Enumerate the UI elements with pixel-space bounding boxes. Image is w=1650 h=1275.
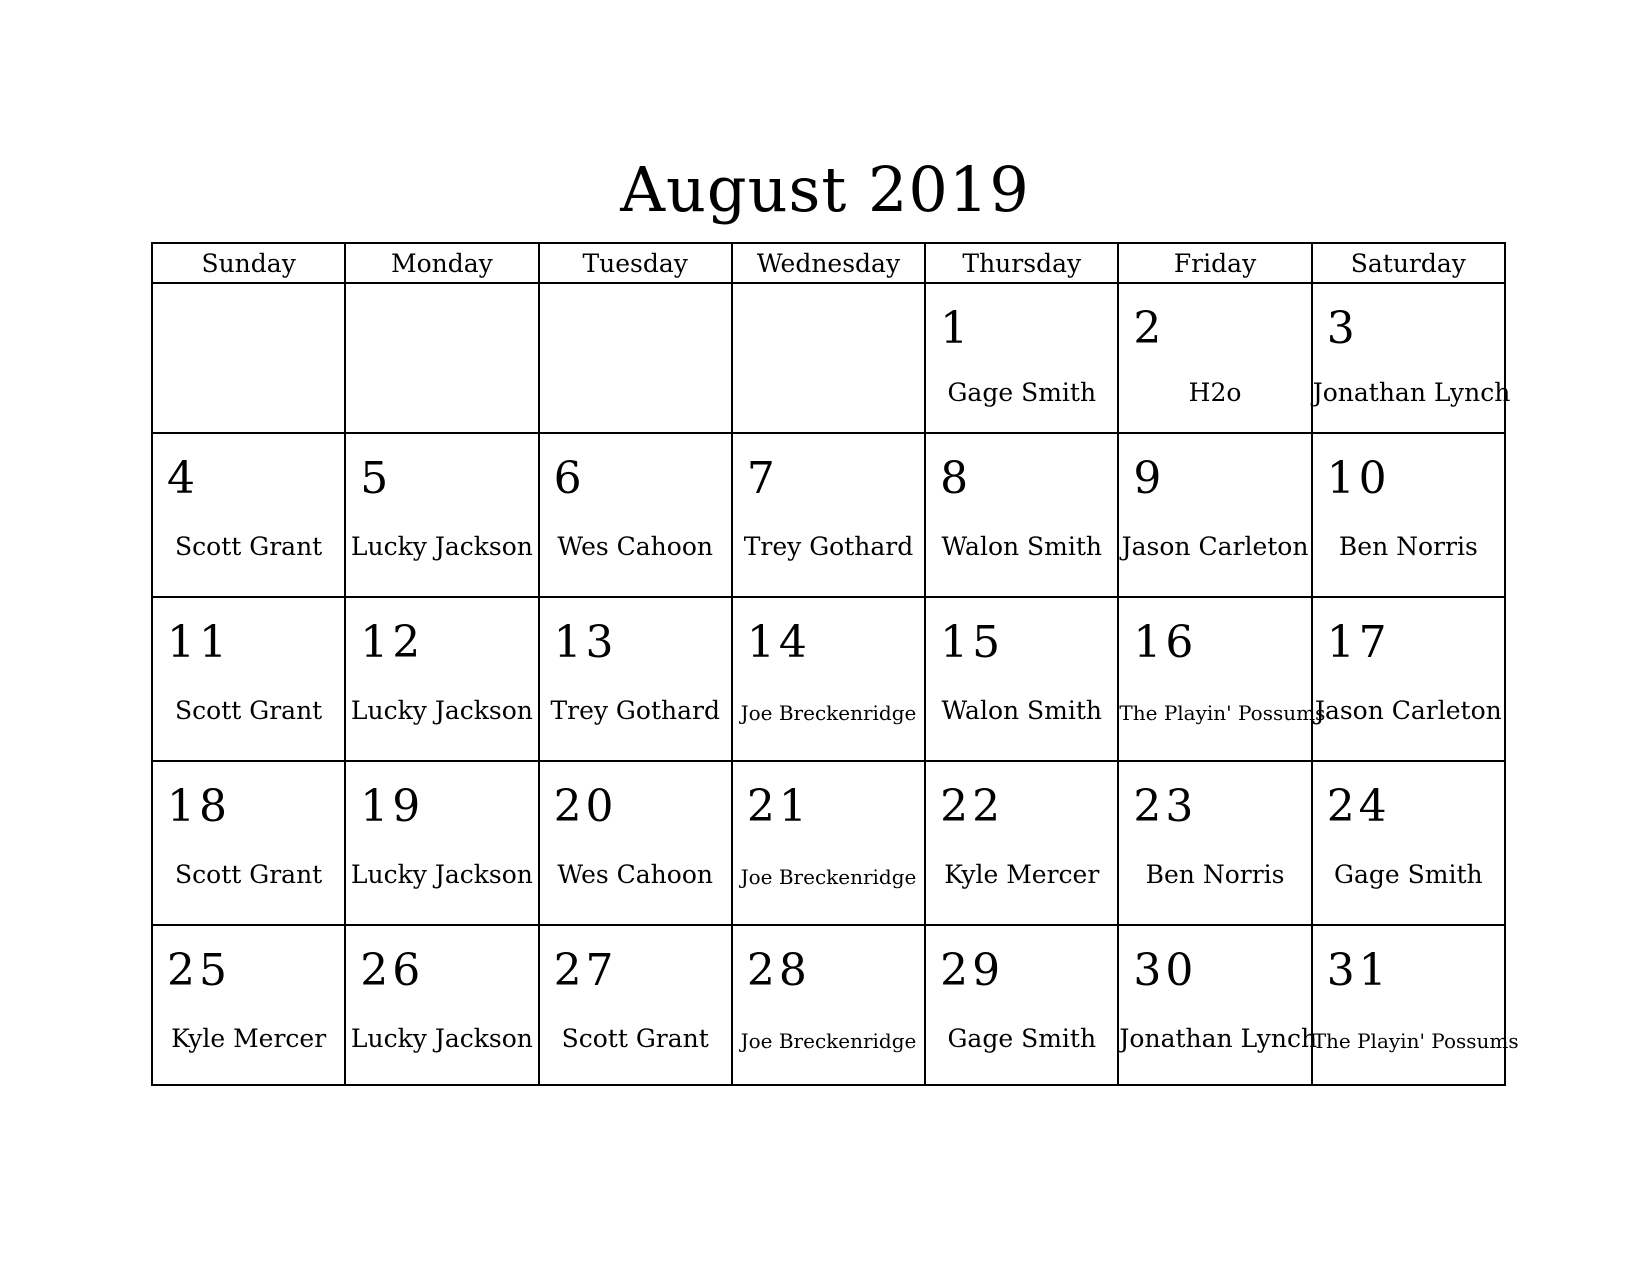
day-number: 23 <box>1133 781 1198 832</box>
day-number: 10 <box>1326 453 1391 504</box>
week-row-2 <box>152 433 1505 597</box>
day-cell <box>539 761 732 925</box>
day-cell <box>1118 597 1326 761</box>
weekday-monday: Monday <box>345 243 538 283</box>
day-cell <box>732 761 925 925</box>
day-number: 3 <box>1326 303 1359 354</box>
day-cell <box>1312 925 1519 1085</box>
day-number: 30 <box>1133 945 1198 996</box>
weekday-tuesday: Tuesday <box>539 243 732 283</box>
day-cell <box>1118 925 1318 1085</box>
day-number: 25 <box>167 945 231 996</box>
weekday-sunday: Sunday <box>152 243 345 283</box>
performer-name: Trey Gothard <box>550 696 720 725</box>
day-cell <box>152 761 345 925</box>
day-cell <box>539 925 732 1085</box>
performer-name: The Playin' Possums <box>1312 1029 1519 1053</box>
weekday-thursday: Thursday <box>925 243 1118 283</box>
week-row-1 <box>152 283 1505 433</box>
day-cell <box>732 433 925 597</box>
performer-name: Gage Smith <box>947 1024 1097 1053</box>
day-number: 6 <box>553 453 586 504</box>
weekday-friday: Friday <box>1118 243 1311 283</box>
performer-name: Ben Norris <box>1145 860 1285 889</box>
performer-name: Kyle Mercer <box>944 860 1100 889</box>
day-number: 13 <box>553 617 618 668</box>
performer-name: Lucky Jackson <box>350 532 533 561</box>
day-cell-empty <box>345 283 538 433</box>
weekday-saturday: Saturday <box>1312 243 1505 283</box>
performer-name: Scott Grant <box>175 860 323 889</box>
performer-name: Joe Breckenridge <box>740 701 917 725</box>
day-cell <box>925 597 1118 761</box>
day-number: 9 <box>1133 453 1166 504</box>
day-cell <box>345 597 538 761</box>
performer-name: Jason Carleton <box>1121 532 1309 561</box>
day-cell <box>345 761 538 925</box>
day-cell <box>152 433 345 597</box>
day-cell <box>925 761 1118 925</box>
day-number: 24 <box>1326 781 1391 832</box>
weekday-wednesday: Wednesday <box>732 243 925 283</box>
performer-name: Lucky Jackson <box>350 860 533 889</box>
week-row-4 <box>152 761 1505 925</box>
performer-name: Lucky Jackson <box>350 696 533 725</box>
performer-name: Walon Smith <box>941 532 1103 561</box>
day-cell <box>732 597 925 761</box>
day-cell <box>1312 433 1505 597</box>
week-row-3 <box>152 597 1505 761</box>
performer-name: Kyle Mercer <box>171 1024 327 1053</box>
performer-name: Jason Carleton <box>1314 696 1502 725</box>
day-number: 26 <box>360 945 425 996</box>
day-number: 29 <box>940 945 1005 996</box>
day-number: 14 <box>746 617 811 668</box>
calendar-grid <box>151 242 1519 1086</box>
day-cell-empty <box>732 283 925 433</box>
performer-name: Joe Breckenridge <box>740 1029 917 1053</box>
performer-name: Jonathan Lynch <box>1119 1024 1318 1053</box>
day-number: 5 <box>360 453 393 504</box>
day-number: 2 <box>1133 303 1166 354</box>
performer-name: Ben Norris <box>1338 532 1478 561</box>
day-cell <box>925 925 1118 1085</box>
day-number: 21 <box>746 781 811 832</box>
day-number: 11 <box>167 617 231 668</box>
performer-name: H2o <box>1188 378 1242 407</box>
day-cell <box>539 597 732 761</box>
day-number: 17 <box>1326 617 1391 668</box>
day-number: 20 <box>553 781 618 832</box>
day-number: 19 <box>360 781 425 832</box>
performer-name: Trey Gothard <box>743 532 914 561</box>
day-cell-empty <box>539 283 732 433</box>
day-number: 16 <box>1133 617 1198 668</box>
day-cell <box>539 433 732 597</box>
performer-name: Lucky Jackson <box>350 1024 533 1053</box>
performer-name: Walon Smith <box>941 696 1103 725</box>
day-cell <box>1118 283 1311 433</box>
day-number: 8 <box>940 453 973 504</box>
day-cell <box>345 433 538 597</box>
performer-name: Scott Grant <box>561 1024 709 1053</box>
performer-name: Scott Grant <box>175 696 323 725</box>
day-cell <box>1312 761 1505 925</box>
day-cell <box>1312 283 1511 433</box>
week-row-5 <box>152 925 1505 1085</box>
day-number: 15 <box>940 617 1005 668</box>
performer-name: The Playin' Possums <box>1119 701 1326 725</box>
day-number: 1 <box>940 303 973 354</box>
day-cell <box>925 433 1118 597</box>
day-cell <box>732 925 925 1085</box>
day-number: 28 <box>746 945 811 996</box>
day-number: 31 <box>1326 945 1391 996</box>
day-cell-empty <box>152 283 345 433</box>
day-number: 27 <box>553 945 618 996</box>
day-number: 7 <box>746 453 779 504</box>
day-number: 22 <box>940 781 1005 832</box>
weekday-header-row <box>152 243 1505 283</box>
performer-name: Scott Grant <box>175 532 323 561</box>
day-cell <box>925 283 1118 433</box>
day-cell <box>1118 761 1311 925</box>
performer-name: Wes Cahoon <box>557 532 713 561</box>
day-number: 4 <box>167 453 199 504</box>
calendar-title: August 2019 <box>620 153 1030 226</box>
performer-name: Gage Smith <box>947 378 1097 407</box>
performer-name: Gage Smith <box>1334 860 1483 889</box>
day-number: 12 <box>360 617 425 668</box>
day-cell <box>1118 433 1311 597</box>
performer-name: Jonathan Lynch <box>1312 378 1511 407</box>
day-cell <box>152 597 345 761</box>
day-number: 18 <box>167 781 231 832</box>
day-cell <box>345 925 538 1085</box>
performer-name: Joe Breckenridge <box>740 865 917 889</box>
performer-name: Wes Cahoon <box>557 860 713 889</box>
day-cell <box>152 925 345 1085</box>
day-cell <box>1312 597 1505 761</box>
